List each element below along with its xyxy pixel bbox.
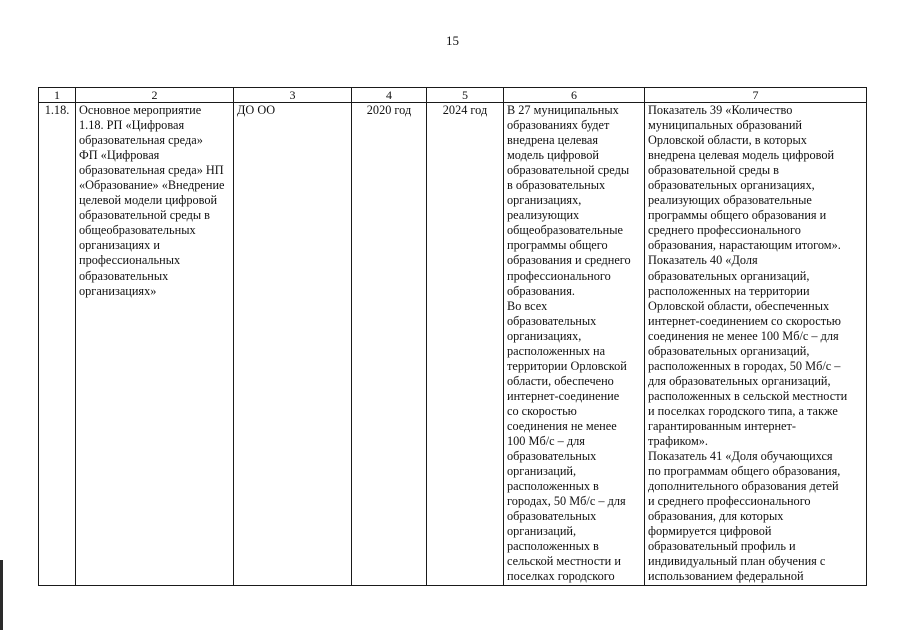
page-number: 15: [446, 33, 459, 48]
table-row: [39, 103, 867, 586]
header-row: [39, 88, 867, 103]
row-number: 1.18.: [39, 103, 76, 586]
header-col-4: 4: [352, 88, 427, 103]
header-col-6: 6: [504, 88, 645, 103]
header-col-5: 5: [427, 88, 504, 103]
executor: ДО ОО: [234, 103, 352, 586]
header-col-3: 3: [234, 88, 352, 103]
expected-result: В 27 муниципальных образованиях будет внедрена целевая модель цифровой образовательной среды в образовательных организациях, реализующих общеобразовательные программы общего образования и среднего профессионального образования. Во всех образовательных организациях, расположенных на территории Орловской области, обеспечено интернет-соединение со скоростью соединения не менее 100 Мб/с – для образовательных организаций, расположенных в городах, 50 Мб/с – для образовательных организаций, расположенных в сельской местности и поселках городского: [504, 103, 645, 586]
indicators: Показатель 39 «Количество муниципальных образований Орловской области, в которых внедрена целевая модель цифровой образовательной среды в образовательных организациях, реализующих образовательные программы общего образования и среднего профессионального образования, нарастающим итогом». Показатель 40 «Доля образовательных организаций, расположенных на территории Орловской области, обеспеченных интернет-соединением со скоростью соединения не менее 100 Мб/с – для образовательных организаций, расположенных в городах, 50 Мб/с – для образовательных организаций, расположенных в сельской местности и поселках городского типа, а также гарантированным интернет- трафиком». Показатель 41 «Доля обучающихся по программам общего образования, дополнительного образования детей и среднего профессионального образования, для которых формируется цифровой образовательный профиль и индивидуальный план обучения с использованием федеральной: [645, 103, 867, 586]
header-col-7: 7: [645, 88, 867, 103]
end-year: 2024 год: [427, 103, 504, 586]
start-year: 2020 год: [352, 103, 427, 586]
header-col-2: 2: [76, 88, 234, 103]
scan-edge-mark: [0, 560, 3, 630]
header-col-1: 1: [39, 88, 76, 103]
plan-table: [38, 87, 867, 586]
activity-name: Основное мероприятие 1.18. РП «Цифровая образовательная среда» ФП «Цифровая образовательная среда» НП «Образование» «Внедрение целевой модели цифровой образовательной среды в общеобразовательных организациях и профессиональных образовательных организациях»: [76, 103, 234, 586]
